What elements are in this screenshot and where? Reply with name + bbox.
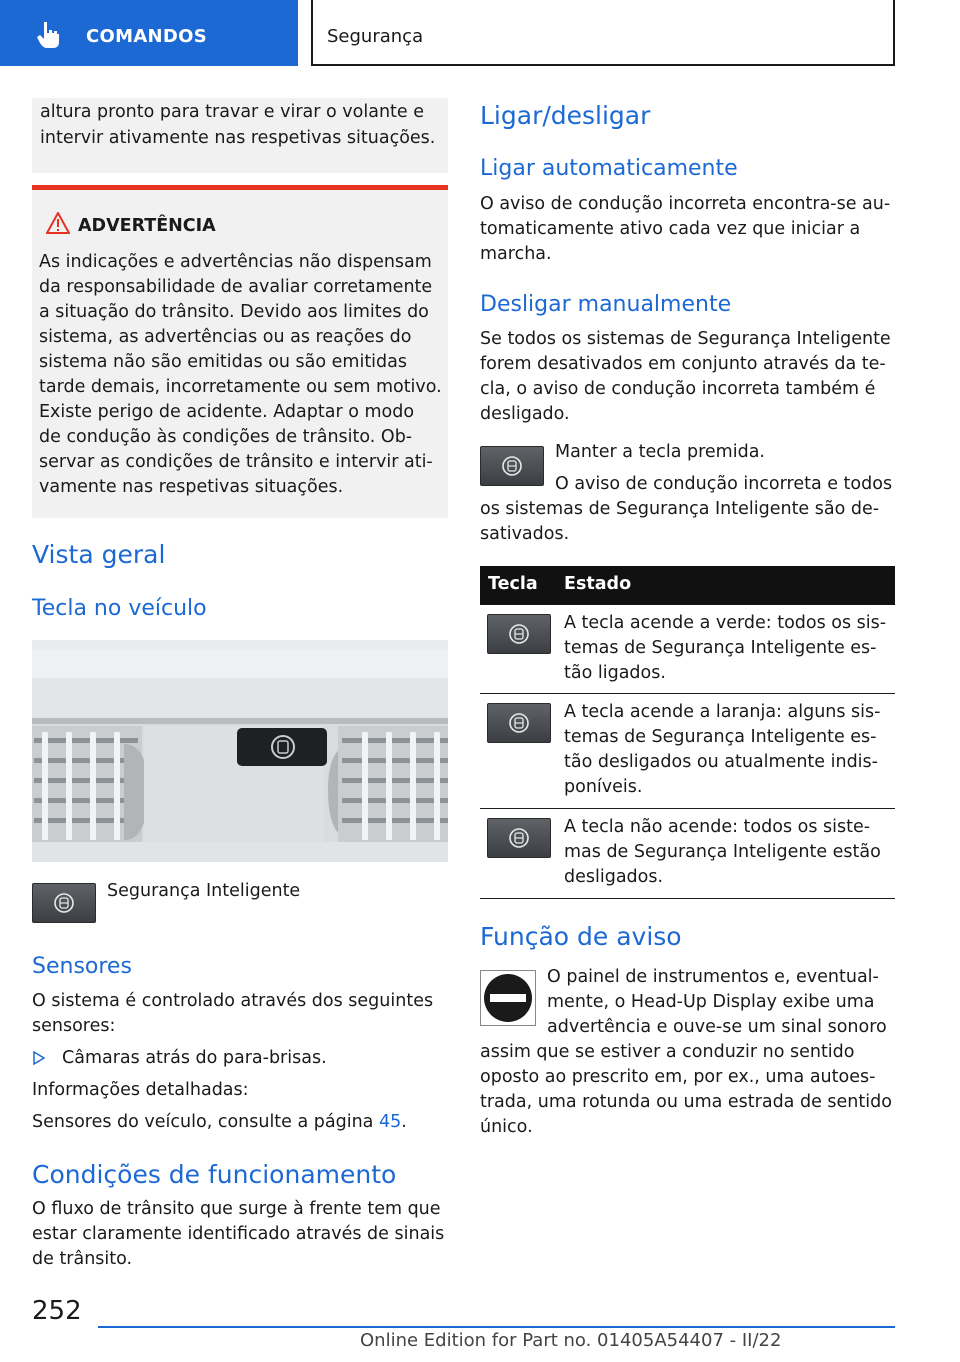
warning-line: sistema não são emitidas ou são emitidas bbox=[39, 352, 407, 372]
col-header-key: Tecla bbox=[488, 574, 538, 594]
warning-function-heading: Função de aviso bbox=[480, 922, 682, 951]
sensors-bullet: Câmaras atrás do para-brisas. bbox=[62, 1048, 327, 1068]
table-row-divider bbox=[480, 898, 895, 899]
warning-line: tarde demais, incorretamente ou sem motivo. bbox=[39, 377, 442, 397]
page-link[interactable]: 45 bbox=[378, 1112, 402, 1132]
warning-function-text: assim que se estiver a conduzir no sentido bbox=[480, 1042, 855, 1062]
auto-heading: Ligar automaticamente bbox=[480, 156, 738, 181]
hold-result-text: O aviso de condução incorreta e todos bbox=[555, 474, 893, 494]
edition-text: Online Edition for Part no. 01405A54407 - II/22 bbox=[360, 1330, 782, 1351]
warning-triangle-icon bbox=[46, 212, 70, 234]
table-cell: tão ligados. bbox=[564, 663, 666, 683]
hold-key-text: Manter a tecla premida. bbox=[555, 442, 765, 462]
chapter-header bbox=[311, 0, 895, 66]
warning-line: Existe perigo de acidente. Adaptar o modo bbox=[39, 402, 415, 422]
table-row-divider bbox=[480, 808, 895, 809]
sensors-heading: Sensores bbox=[32, 954, 132, 979]
chapter-label: Segurança bbox=[327, 26, 424, 47]
note-line: intervir ativamente nas respetivas situações. bbox=[40, 128, 436, 148]
warning-line: As indicações e advertências não dispensam bbox=[39, 252, 432, 272]
auto-text: tomaticamente ativo cada vez que iniciar a bbox=[480, 219, 861, 239]
sensors-reference-text: Sensores do veículo, consulte a página bbox=[32, 1112, 374, 1132]
table-cell: temas de Segurança Inteligente es- bbox=[564, 727, 877, 747]
manual-text: Se todos os sistemas de Segurança Inteligente bbox=[480, 329, 891, 349]
overview-heading: Vista geral bbox=[32, 540, 166, 569]
warning-function-text: único. bbox=[480, 1117, 533, 1137]
onoff-heading: Ligar/desligar bbox=[480, 101, 651, 130]
table-cell: temas de Segurança Inteligente es- bbox=[564, 638, 877, 658]
warning-line: de condução às condições de trânsito. Ob- bbox=[39, 427, 413, 447]
key-caption: Segurança Inteligente bbox=[107, 881, 301, 901]
hand-pointer-icon bbox=[34, 20, 64, 50]
warning-line: da responsabilidade de avaliar corretamente bbox=[39, 277, 433, 297]
table-cell: desligados. bbox=[564, 867, 664, 887]
table-cell: A tecla acende a laranja: alguns sis- bbox=[564, 702, 881, 722]
table-cell: A tecla acende a verde: todos os sis- bbox=[564, 613, 887, 633]
table-cell: tão desligados ou atualmente indis- bbox=[564, 752, 878, 772]
conditions-text: de trânsito. bbox=[32, 1249, 133, 1269]
footer-divider bbox=[98, 1326, 895, 1328]
conditions-heading: Condições de funcionamento bbox=[32, 1160, 397, 1189]
bullet-triangle-icon bbox=[33, 1051, 45, 1065]
auto-text: O aviso de condução incorreta encontra-se au- bbox=[480, 194, 891, 214]
table-cell: mas de Segurança Inteligente estão bbox=[564, 842, 881, 862]
hold-result-text: sativados. bbox=[480, 524, 570, 544]
safety-key-icon bbox=[480, 446, 544, 486]
warning-box bbox=[32, 185, 448, 518]
table-cell: poníveis. bbox=[564, 777, 643, 797]
section-label: COMANDOS bbox=[86, 26, 208, 47]
safety-key-off-icon bbox=[487, 818, 551, 858]
warning-function-text: advertência e ouve-se um sinal sonoro bbox=[547, 1017, 887, 1037]
manual-text: desligado. bbox=[480, 404, 570, 424]
warning-function-text: trada, uma rotunda ou uma estrada de sentido bbox=[480, 1092, 892, 1112]
sensors-text: O sistema é controlado através dos seguintes bbox=[32, 991, 434, 1011]
note-box bbox=[32, 98, 448, 173]
sensors-text: sensores: bbox=[32, 1016, 116, 1036]
detailed-info-label: Informações detalhadas: bbox=[32, 1080, 249, 1100]
sensors-reference: Sensores do veículo, consulte a página 45. bbox=[32, 1112, 407, 1132]
manual-heading: Desligar manualmente bbox=[480, 292, 732, 317]
table-header bbox=[480, 566, 895, 605]
conditions-text: O fluxo de trânsito que surge à frente tem que bbox=[32, 1199, 441, 1219]
table-cell: A tecla não acende: todos os siste- bbox=[564, 817, 871, 837]
key-in-vehicle-heading: Tecla no veículo bbox=[32, 596, 207, 621]
no-entry-icon bbox=[480, 970, 536, 1026]
safety-key-green-icon bbox=[487, 614, 551, 654]
manual-text: forem desativados em conjunto através da te- bbox=[480, 354, 886, 374]
warning-function-text: O painel de instrumentos e, eventual- bbox=[547, 967, 879, 987]
auto-text: marcha. bbox=[480, 244, 552, 264]
conditions-text: estar claramente identificado através de sinais bbox=[32, 1224, 445, 1244]
manual-text: cla, o aviso de condução incorreta também é bbox=[480, 379, 876, 399]
hold-result-text: os sistemas de Segurança Inteligente são de- bbox=[480, 499, 880, 519]
safety-key-orange-icon bbox=[487, 703, 551, 743]
warning-title: ADVERTÊNCIA bbox=[78, 216, 216, 236]
table-row-divider bbox=[480, 693, 895, 694]
warning-function-text: oposto ao prescrito em, por ex., uma autoes- bbox=[480, 1067, 876, 1087]
note-line: altura pronto para travar e virar o volante e bbox=[40, 102, 424, 122]
page-number: 252 bbox=[32, 1296, 82, 1326]
warning-line: a situação do trânsito. Devido aos limites do bbox=[39, 302, 429, 322]
safety-key-icon bbox=[32, 883, 96, 923]
section-tab bbox=[0, 0, 298, 66]
vehicle-button-photo bbox=[32, 640, 448, 862]
warning-function-text: mente, o Head-Up Display exibe uma bbox=[547, 992, 875, 1012]
col-header-state: Estado bbox=[564, 574, 632, 594]
warning-line: sistema, as advertências ou as reações do bbox=[39, 327, 412, 347]
warning-line: vamente nas respetivas situações. bbox=[39, 477, 344, 497]
warning-line: servar as condições de trânsito e intervir ati- bbox=[39, 452, 433, 472]
